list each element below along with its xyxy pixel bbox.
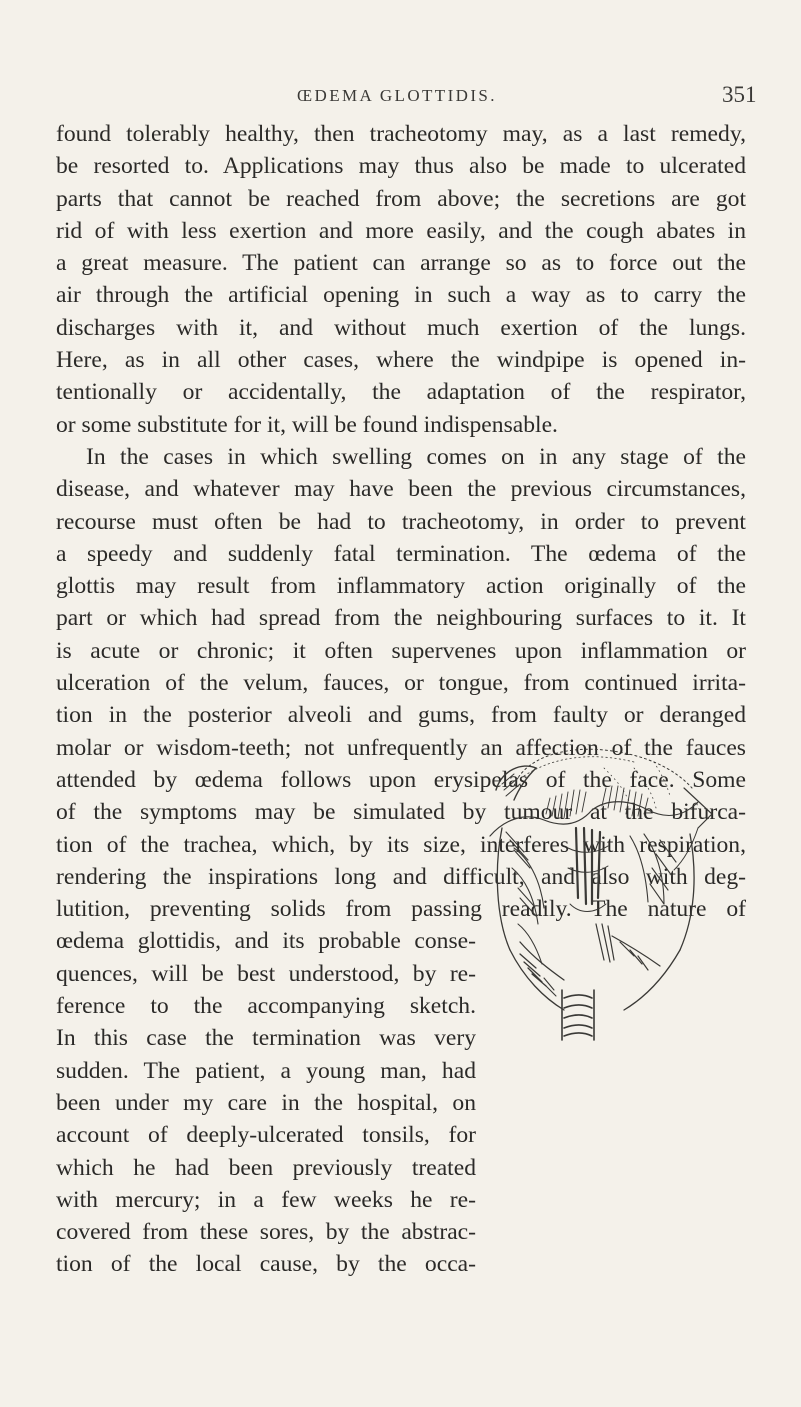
text-line: been under my care in the hospital, on	[56, 1089, 476, 1116]
text-line: tentionally or accidentally, the adaptation of the respirator,	[56, 379, 746, 406]
text-line: account of deeply-ulcerated tonsils, for	[56, 1122, 476, 1149]
text-line: air through the artificial opening in such a way as to carry the	[56, 282, 746, 309]
text-line: rendering the inspirations long and difficult, and also with deg-	[56, 863, 746, 890]
text-line: sudden. The patient, a young man, had	[56, 1057, 476, 1084]
text-line: disease, and whatever may have been the previous circumstances,	[56, 476, 746, 503]
paragraph-1	[56, 118, 746, 441]
text-line: œdema glottidis, and its probable conse-	[56, 928, 476, 955]
text-line: In the cases in which swelling comes on in any stage of the	[86, 443, 746, 470]
text-line: a great measure. The patient can arrange so as to force out the	[56, 250, 746, 277]
text-line: quences, will be best understood, by re-	[56, 960, 476, 987]
text-line: glottis may result from inflammatory action originally of the	[56, 573, 746, 600]
text-line: be resorted to. Applications may thus also be made to ulcerated	[56, 153, 746, 180]
text-line: Here, as in all other cases, where the windpipe is opened in-	[56, 347, 746, 374]
text-line: is acute or chronic; it often supervenes upon inflammation or	[56, 637, 746, 664]
text-line: of the symptoms may be simulated by tumour at the bifurca-	[56, 799, 746, 826]
text-line: which he had been previously treated	[56, 1154, 476, 1181]
larynx-sketch-illustration	[484, 728, 720, 1048]
text-line: tion in the posterior alveoli and gums, from faulty or deranged	[56, 702, 746, 729]
larynx-sketch-figure	[484, 728, 720, 1048]
text-line: rid of with less exertion and more easily, and the cough abates in	[56, 217, 746, 244]
text-line: with mercury; in a few weeks he re-	[56, 1186, 476, 1213]
text-line: ference to the accompanying sketch.	[56, 993, 476, 1020]
text-line: covered from these sores, by the abstrac-	[56, 1219, 476, 1246]
text-line: parts that cannot be reached from above; the secretions are got	[56, 185, 746, 212]
text-line: molar or wisdom-teeth; not unfrequently an affection of the fauces	[56, 734, 746, 761]
text-line: attended by œdema follows upon erysipelas of the face. Some	[56, 766, 746, 793]
text-line: tion of the trachea, which, by its size, interferes with respiration,	[56, 831, 746, 858]
text-line: found tolerably healthy, then tracheotomy may, as a last remedy,	[56, 121, 746, 147]
text-line: lutition, preventing solids from passing readily. The nature of	[56, 896, 746, 923]
text-line: ulceration of the velum, fauces, or tongue, from continued irrita-	[56, 670, 746, 697]
text-line: a speedy and suddenly fatal termination. The œdema of the	[56, 540, 746, 567]
text-line: tion of the local cause, by the occa-	[56, 1251, 476, 1278]
text-line: discharges with it, and without much exertion of the lungs.	[56, 314, 746, 341]
text-line: or some substitute for it, will be found indispensable.	[56, 411, 558, 438]
page-number: 351	[722, 82, 757, 107]
text-line: In this case the termination was very	[56, 1025, 476, 1052]
text-line: recourse must often be had to tracheotomy, in order to prevent	[56, 508, 746, 535]
body-text	[56, 118, 746, 1281]
text-line: part or which had spread from the neighbouring surfaces to it. It	[56, 605, 746, 632]
page-header	[0, 82, 801, 112]
running-head: ŒDEMA GLOTTIDIS.	[297, 86, 497, 105]
